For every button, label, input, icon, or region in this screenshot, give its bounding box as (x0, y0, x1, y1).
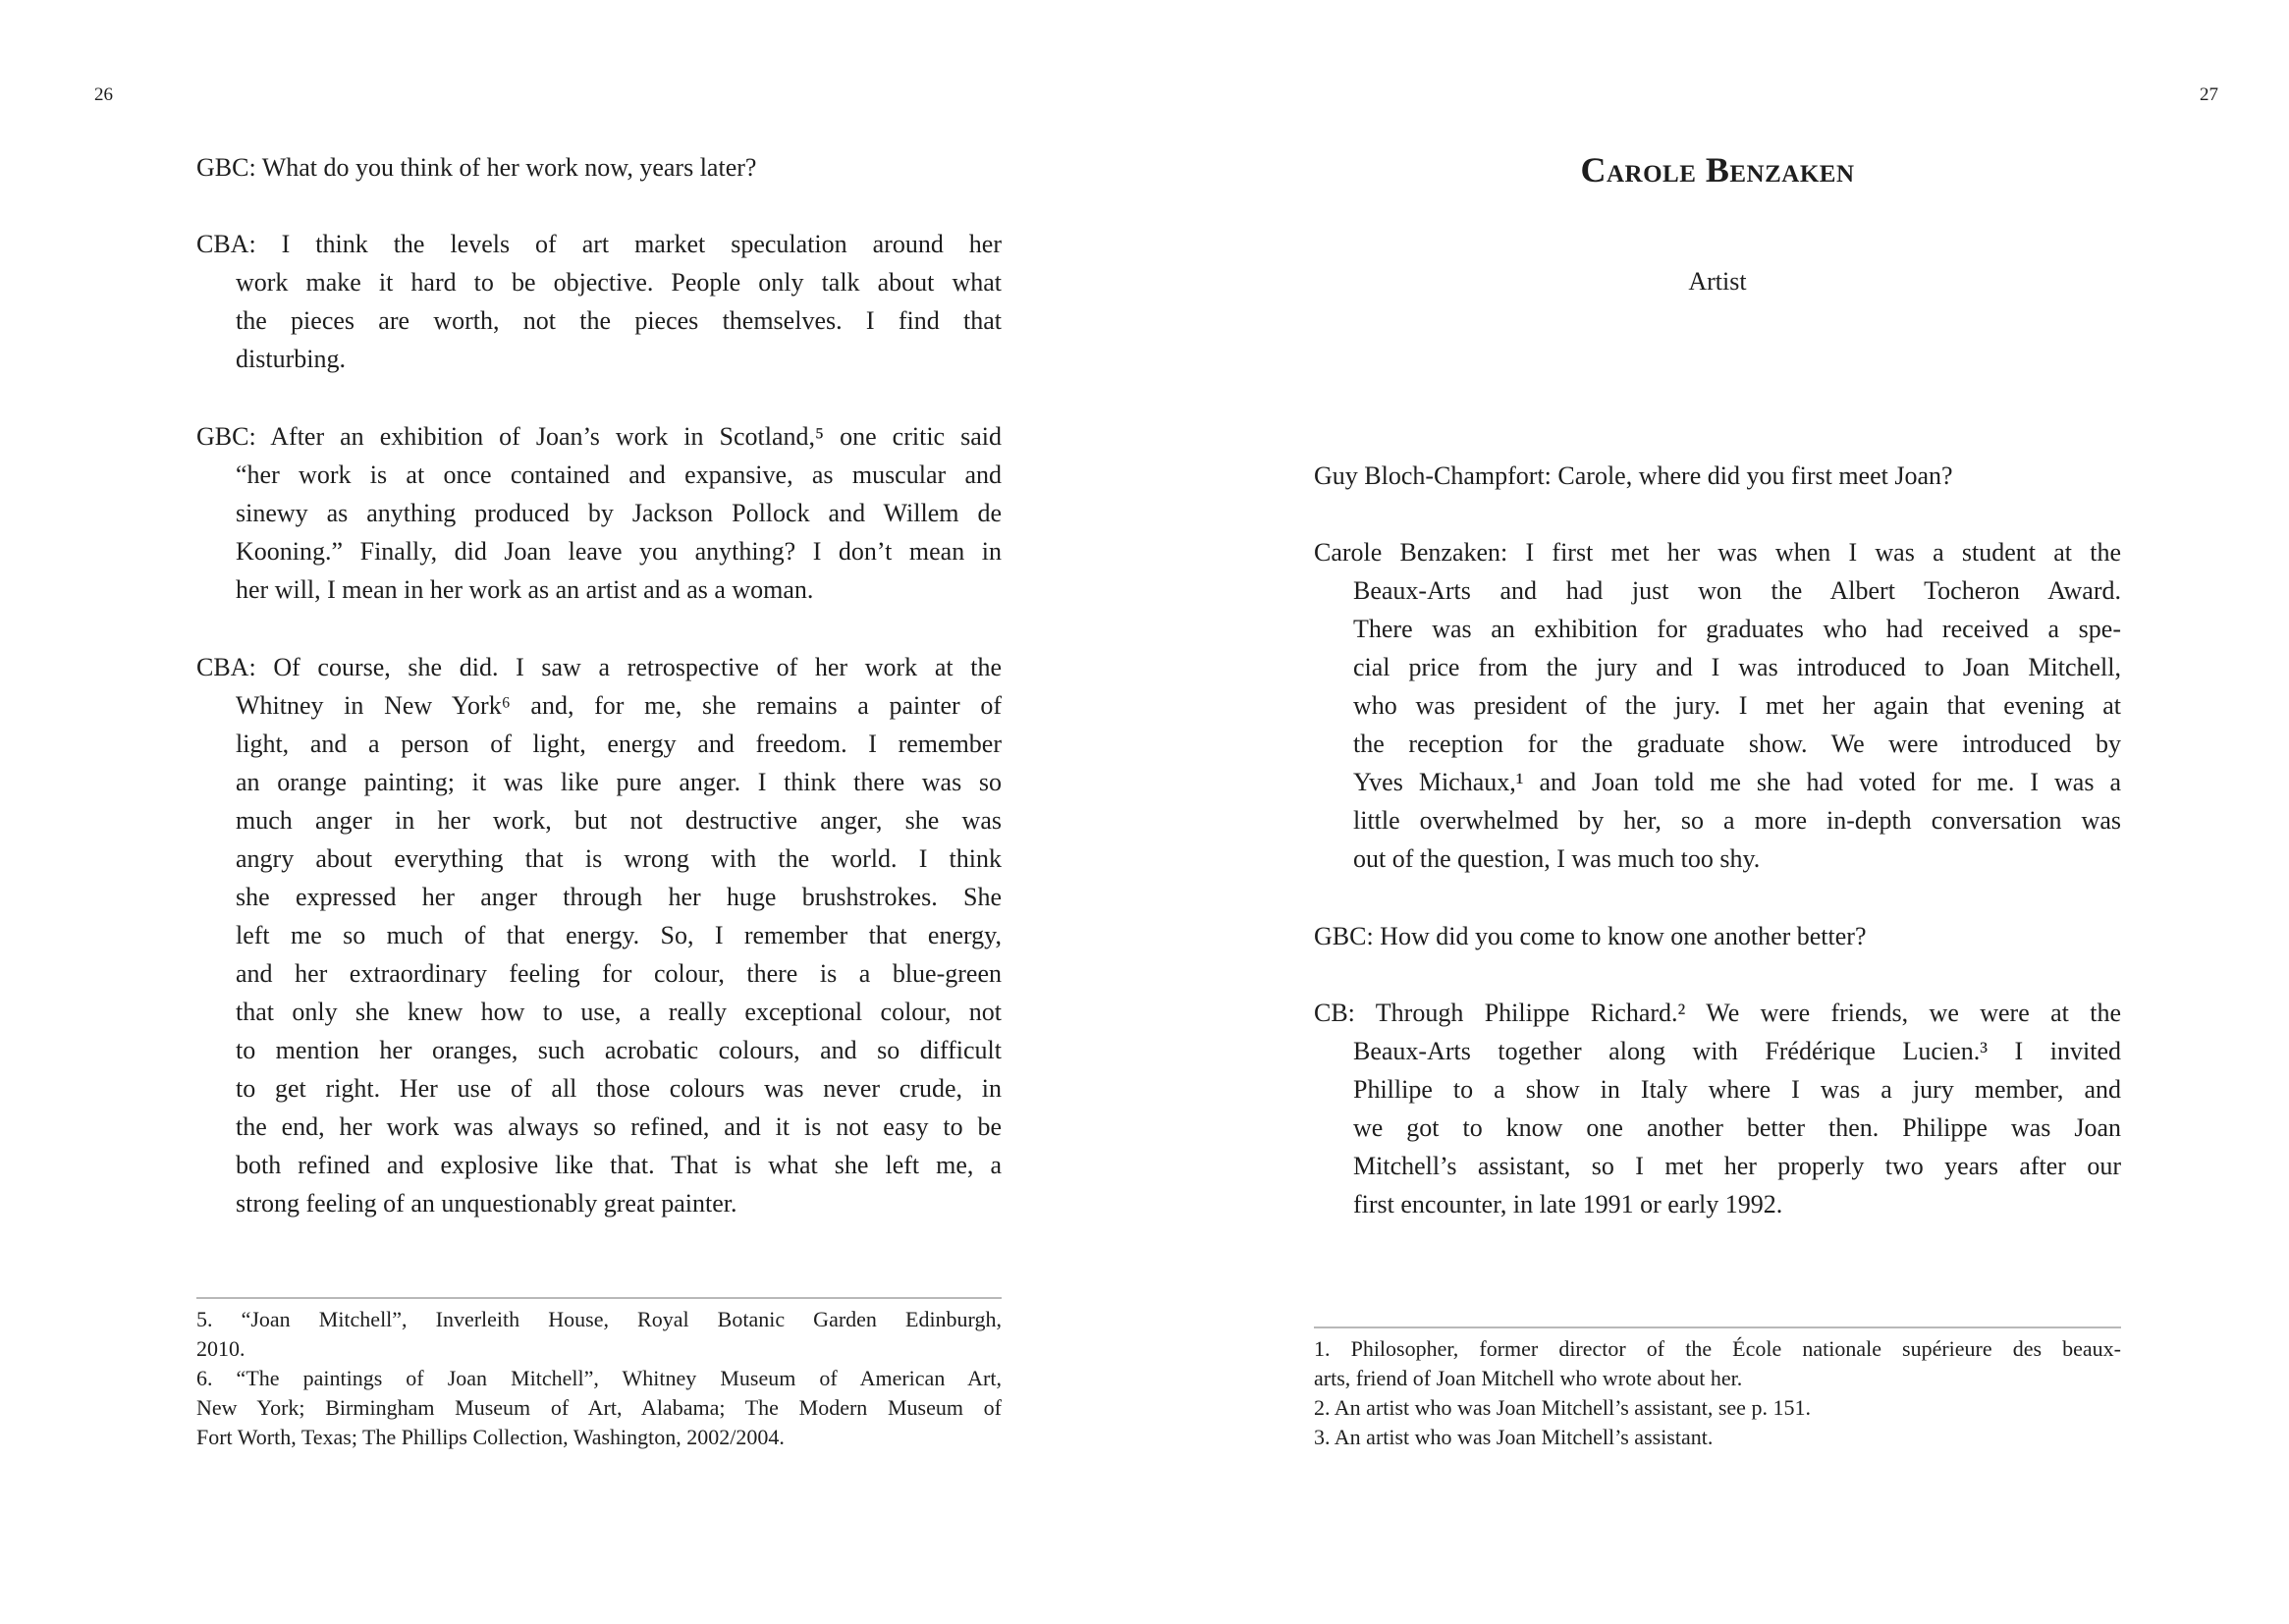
text-line: 1. Philosopher, former director of the École nationale supérieure des beaux- (1314, 1336, 2121, 1361)
text-line: 3. An artist who was Joan Mitchell’s assistant. (1314, 1425, 1714, 1449)
text-line: Beaux-Arts and had just won the Albert Tocheron Award. (1353, 576, 2121, 605)
text-line: her will, I mean in her work as an artist and as a woman. (236, 575, 814, 604)
text-line: the end, her work was always so refined, and it is not easy to be (236, 1112, 1002, 1141)
text-line: Phillipe to a show in Italy where I was a jury member, and (1353, 1075, 2121, 1104)
text-line: cial price from the jury and I was introduced to Joan Mitchell, (1353, 653, 2121, 681)
text-line: 2. An artist who was Joan Mitchell’s assistant, see p. 151. (1314, 1395, 1811, 1420)
interview-paragraph (196, 148, 1002, 187)
interview-paragraph (196, 417, 1002, 609)
text-line: she expressed her anger through her huge brushstrokes. She (236, 883, 1002, 911)
text-line: an orange painting; it was like pure anger. I think there was so (236, 768, 1002, 796)
footnote (1314, 1423, 2121, 1452)
interview-paragraph (1314, 917, 2121, 955)
text-line: to mention her oranges, such acrobatic colours, and so difficult (236, 1036, 1002, 1064)
text-line: little overwhelmed by her, so a more in-depth conversation was (1353, 806, 2121, 835)
text-line: GBC: How did you come to know one another better? (1314, 922, 1867, 950)
text-line: There was an exhibition for graduates who had received a spe- (1353, 615, 2121, 643)
text-line: New York; Birmingham Museum of Art, Alabama; The Modern Museum of (196, 1395, 1002, 1420)
text-line: 6. “The paintings of Joan Mitchell”, Whitney Museum of American Art, (196, 1366, 1002, 1390)
text-line: who was president of the jury. I met her again that evening at (1353, 691, 2121, 720)
text-line: we got to know one another better then. Philippe was Joan (1353, 1113, 2121, 1142)
footnote-divider-left (196, 1297, 1002, 1299)
text-line: Kooning.” Finally, did Joan leave you anything? I don’t mean in (236, 537, 1002, 566)
text-line: CBA: Of course, she did. I saw a retrospective of her work at the (196, 653, 1002, 681)
text-line: the pieces are worth, not the pieces themselves. I find that (236, 306, 1002, 335)
text-line: and her extraordinary feeling for colour, there is a blue-green (236, 959, 1002, 988)
text-line: that only she knew how to use, a really exceptional colour, not (236, 998, 1002, 1026)
interview-paragraph (1314, 994, 2121, 1223)
text-line: Guy Bloch-Champfort: Carole, where did you first meet Joan? (1314, 461, 1953, 490)
interview-paragraph (1314, 533, 2121, 878)
text-line: sinewy as anything produced by Jackson Pollock and Willem de (236, 499, 1002, 527)
text-line: the reception for the graduate show. We were introduced by (1353, 730, 2121, 758)
interview-paragraph (196, 225, 1002, 378)
interview-paragraph (196, 648, 1002, 1222)
text-line: out of the question, I was much too shy. (1353, 844, 1761, 873)
footnote-divider-right (1314, 1326, 2121, 1328)
text-line: 2010. (196, 1336, 245, 1361)
footnote (196, 1305, 1002, 1364)
text-line: first encounter, in late 1991 or early 1992. (1353, 1190, 1783, 1218)
text-line: angry about everything that is wrong with the world. I think (236, 844, 1002, 873)
page-number-left: 26 (94, 84, 113, 105)
text-line: Yves Michaux,¹ and Joan told me she had voted for me. I was a (1353, 768, 2121, 796)
text-line: CB: Through Philippe Richard.² We were friends, we were at the (1314, 999, 2121, 1027)
text-line: CBA: I think the levels of art market speculation around her (196, 230, 1002, 258)
text-line: much anger in her work, but not destructive anger, she was (236, 806, 1002, 835)
text-line: Whitney in New York⁶ and, for me, she remains a painter of (236, 691, 1002, 720)
text-line: Fort Worth, Texas; The Phillips Collection, Washington, 2002/2004. (196, 1425, 785, 1449)
page-number-right: 27 (2200, 84, 2218, 105)
interview-title: Carole Benzaken (1580, 150, 1855, 189)
text-line: disturbing. (236, 345, 346, 373)
text-line: GBC: What do you think of her work now, years later? (196, 153, 757, 182)
text-line: light, and a person of light, energy and freedom. I remember (236, 730, 1002, 758)
text-line: Beaux-Arts together along with Frédérique Lucien.³ I invited (1353, 1037, 2121, 1065)
text-line: “her work is at once contained and expansive, as muscular and (236, 460, 1002, 489)
text-line: GBC: After an exhibition of Joan’s work in Scotland,⁵ one critic said (196, 422, 1002, 451)
text-line: Carole Benzaken: I first met her was when I was a student at the (1314, 538, 2121, 567)
interviewee-role: Artist (1688, 267, 1747, 296)
footnote (196, 1364, 1002, 1452)
text-line: Mitchell’s assistant, so I met her properly two years after our (1353, 1152, 2121, 1180)
footnote (1314, 1393, 2121, 1423)
text-line: work make it hard to be objective. People only talk about what (236, 268, 1002, 297)
text-line: strong feeling of an unquestionably great painter. (236, 1189, 737, 1218)
interview-paragraph (1314, 457, 2121, 495)
text-line: both refined and explosive like that. That is what she left me, a (236, 1151, 1002, 1179)
text-line: to get right. Her use of all those colours was never crude, in (236, 1074, 1002, 1103)
text-line: 5. “Joan Mitchell”, Inverleith House, Royal Botanic Garden Edinburgh, (196, 1307, 1002, 1331)
footnote (1314, 1334, 2121, 1393)
text-line: left me so much of that energy. So, I remember that energy, (236, 921, 1002, 949)
text-line: arts, friend of Joan Mitchell who wrote about her. (1314, 1366, 1743, 1390)
